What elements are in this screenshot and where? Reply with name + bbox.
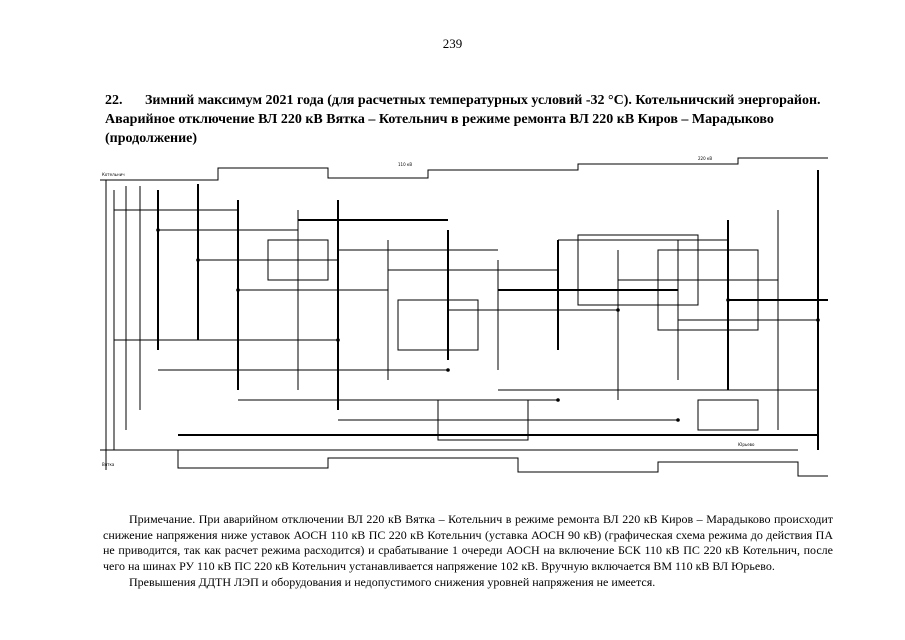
svg-text:220 кВ: 220 кВ	[698, 156, 713, 161]
note-paragraph: Превышения ДДТН ЛЭП и оборудования и недопустимого снижения уровней напряжения не имеется.	[129, 575, 656, 589]
svg-text:Котельнич: Котельнич	[102, 172, 125, 177]
svg-text:Юрьево: Юрьево	[738, 442, 755, 447]
svg-text:110 кВ: 110 кВ	[398, 162, 413, 167]
diagram-lines	[100, 158, 828, 476]
note-paragraph: Примечание. При аварийном отключении ВЛ 220 кВ Вятка – Котельнич в режиме ремонта ВЛ 220 кВ Киров – Марадыково происходит снижение напряжения ниже уставок АОСН 110 кВ ПС 220 кВ Котельнич (уставка АОСН 90 кВ) (графическая схема режима до действия ПА не приводится, так как расчет режима расходится) и срабатывание 1 очереди АОСН на включение БСК 110 кВ ПС 220 кВ Котельнич, после чего на шинах РУ 110 кВ ПС 220 кВ Котельнич устанавливается напряжение 102 кВ. Вручную включается ВМ 110 кВ ВЛ Юрьево.	[103, 512, 833, 573]
note	[103, 512, 833, 591]
section-title: Зимний максимум 2021 года (для расчетных температурных условий -32 °С). Котельничский энергорайон. Аварийное отключение ВЛ 220 кВ Вятка – Котельнич в режиме ремонта ВЛ 220 кВ Киров – Марадыково (продолжение)	[105, 93, 821, 146]
section-heading	[105, 91, 833, 148]
svg-text:Вятка: Вятка	[102, 462, 115, 467]
page-number: 239	[442, 36, 463, 51]
section-number: 22.	[105, 93, 123, 108]
network-diagram	[98, 150, 830, 500]
